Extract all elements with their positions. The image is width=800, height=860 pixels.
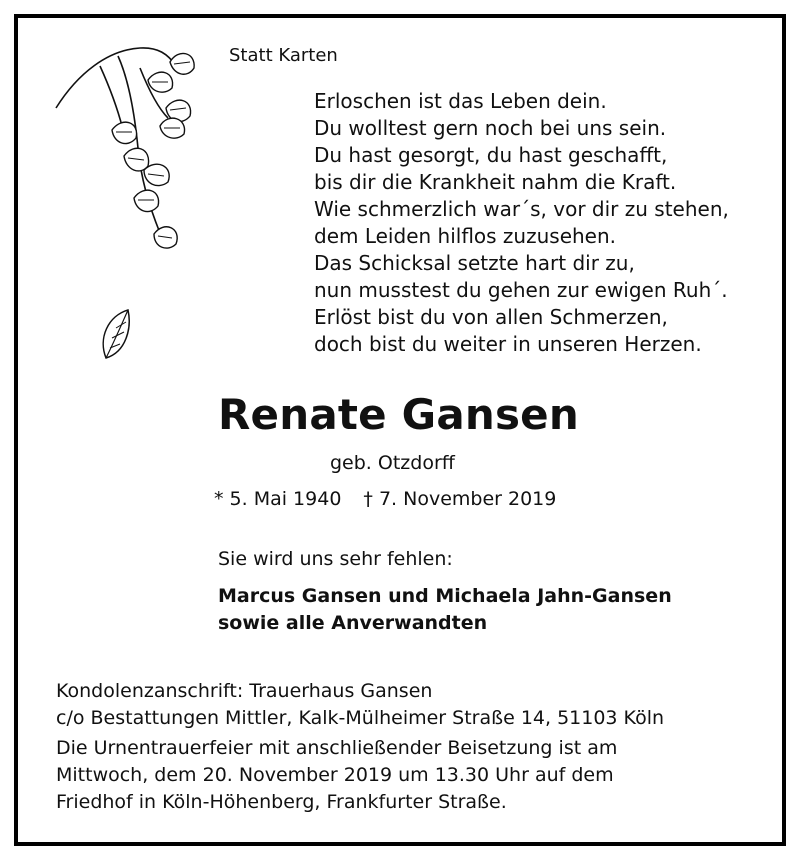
- poem-line: Das Schicksal setzte hart dir zu,: [314, 251, 635, 275]
- birth-name: geb. Otzdorff: [330, 452, 455, 474]
- poem-line: Du hast gesorgt, du hast geschafft,: [314, 143, 668, 167]
- mourners-list: [218, 583, 672, 637]
- poem-line: doch bist du weiter in unseren Herzen.: [314, 332, 702, 356]
- memorial-poem: [314, 88, 729, 358]
- birch-branch-icon: [48, 38, 208, 268]
- poem-line: nun musstest du gehen zur ewigen Ruh´.: [314, 278, 728, 302]
- mourner-line: Marcus Gansen und Michaela Jahn-Gansen: [218, 585, 672, 607]
- missed-text: Sie wird uns sehr fehlen:: [218, 548, 453, 570]
- condolence-line: c/o Bestattungen Mittler, Kalk-Mülheimer Straße 14, 51103 Köln: [56, 707, 665, 729]
- poem-line: Erlöst bist du von allen Schmerzen,: [314, 305, 668, 329]
- ceremony-info: [56, 735, 664, 816]
- deceased-name: Renate Gansen: [218, 390, 579, 439]
- poem-line: Wie schmerzlich war´s, vor dir zu stehen,: [314, 197, 729, 221]
- ceremony-line: Die Urnentrauerfeier mit anschließender Beisetzung ist am: [56, 737, 618, 759]
- mourner-line: sowie alle Anverwandten: [218, 612, 488, 634]
- birth-date: * 5. Mai 1940: [214, 488, 342, 510]
- ceremony-line: Friedhof in Köln-Höhenberg, Frankfurter Straße.: [56, 791, 507, 813]
- poem-line: bis dir die Krankheit nahm die Kraft.: [314, 170, 677, 194]
- footer-info: [56, 678, 664, 816]
- falling-leaf-icon: [98, 308, 134, 362]
- poem-line: dem Leiden hilflos zuzusehen.: [314, 224, 617, 248]
- obituary-card: [14, 14, 786, 846]
- statt-karten-heading: Statt Karten: [229, 45, 338, 66]
- condolence-line: Kondolenzanschrift: Trauerhaus Gansen: [56, 680, 433, 702]
- death-date: † 7. November 2019: [363, 488, 557, 510]
- poem-line: Du wolltest gern noch bei uns sein.: [314, 116, 667, 140]
- ceremony-line: Mittwoch, dem 20. November 2019 um 13.30 Uhr auf dem: [56, 764, 614, 786]
- life-dates: [214, 488, 556, 510]
- poem-line: Erloschen ist das Leben dein.: [314, 89, 607, 113]
- condolence-address: [56, 678, 664, 732]
